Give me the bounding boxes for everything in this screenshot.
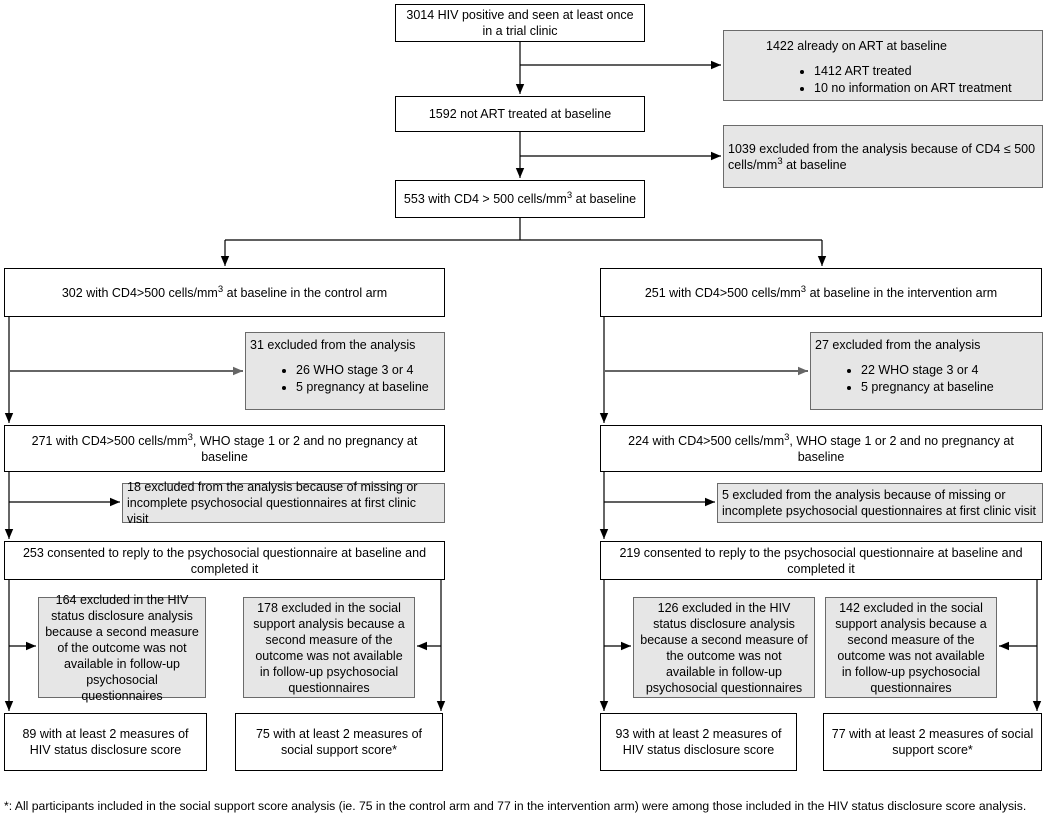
- node-cd4-over-500-text: 553 with CD4 > 500 cells/$mm^3$ at baseline: [403, 189, 637, 206]
- node-excluded-control-disclosure-text: 164 excluded in the HIV status disclosure analysis because a second measure of the outcome was not available in follow-up psychosocial questionnaires: [45, 592, 199, 703]
- node-excluded-control-who-list: [246, 362, 444, 395]
- list-item: • 5 pregnancy at baseline: [296, 379, 444, 395]
- node-already-on-art-title: 1422 already on ART at baseline: [766, 39, 947, 53]
- node-cd4-over-500: [395, 180, 645, 218]
- node-excluded-intervention-questionnaire: [717, 483, 1043, 523]
- node-excluded-intervention-who: [810, 332, 1043, 410]
- node-control-disclosure-final-text: 89 with at least 2 measures of HIV status disclosure score: [22, 727, 189, 757]
- node-excluded-intervention-disclosure-text: 126 excluded in the HIV status disclosure analysis because a second measure of the outcome was not available in follow-up psychosocial questionnaires: [640, 600, 808, 695]
- list-item: • 1412 ART treated: [814, 63, 1042, 79]
- node-hiv-positive-text: 3014 HIV positive and seen at least once in a trial clinic: [406, 8, 634, 38]
- node-not-art-treated: [395, 96, 645, 132]
- footnote: *: All participants included in the social support score analysis (ie. 75 in the control arm and 77 in the intervention arm) were among those included in the HIV status disclosure score analysis.: [4, 799, 1027, 813]
- node-excluded-control-who: [245, 332, 445, 410]
- node-control-arm: [4, 268, 445, 317]
- node-intervention-arm: [600, 268, 1042, 317]
- node-control-eligible-text: 271 with CD4>500 cells/$mm^3$, WHO stage 1 or 2 and no pregnancy at baseline: [31, 431, 418, 464]
- node-control-arm-text: 302 with CD4>500 cells/$mm^3$ at baseline in the control arm: [61, 283, 388, 300]
- node-already-on-art-list: [724, 63, 1042, 96]
- node-excluded-intervention-who-title: 27 excluded from the analysis: [815, 338, 981, 352]
- node-excluded-control-support-text: 178 excluded in the social support analysis because a second measure of the outcome was not available in follow-up psychosocial questionnaires: [253, 600, 405, 695]
- node-control-consented: [4, 541, 445, 580]
- node-excluded-intervention-disclosure: [633, 597, 815, 698]
- list-item: • 10 no information on ART treatment: [814, 80, 1042, 96]
- list-item: • 5 pregnancy at baseline: [861, 379, 1042, 395]
- node-excluded-control-questionnaire-text: 18 excluded from the analysis because of missing or incomplete psychosocial questionnaires at first clinic visit: [127, 480, 418, 526]
- node-intervention-eligible: [600, 425, 1042, 472]
- node-not-art-treated-text: 1592 not ART treated at baseline: [428, 107, 612, 121]
- node-intervention-consented-text: 219 consented to reply to the psychosocial questionnaire at baseline and completed it: [619, 545, 1023, 576]
- node-already-on-art: [723, 30, 1043, 101]
- node-intervention-arm-text: 251 with CD4>500 cells/$mm^3$ at baseline in the intervention arm: [644, 283, 998, 300]
- node-excluded-cd4-low: [723, 125, 1043, 188]
- node-excluded-intervention-who-list: [811, 362, 1042, 395]
- node-excluded-control-questionnaire: [122, 480, 445, 526]
- node-intervention-disclosure-final: [600, 713, 797, 771]
- node-control-consented-text: 253 consented to reply to the psychosocial questionnaire at baseline and completed it: [22, 545, 427, 576]
- node-excluded-cd4-low-text: 1039 excluded from the analysis because of CD4 ≤ 500 cells/$mm^3$ at baseline: [728, 141, 1036, 172]
- node-excluded-intervention-support: [825, 597, 997, 698]
- node-control-disclosure-final: [4, 713, 207, 771]
- node-control-eligible: [4, 425, 445, 472]
- node-intervention-disclosure-final-text: 93 with at least 2 measures of HIV status disclosure score: [615, 727, 782, 757]
- list-item: • 26 WHO stage 3 or 4: [296, 362, 444, 378]
- node-excluded-control-support: [243, 597, 415, 698]
- node-intervention-consented: [600, 541, 1042, 580]
- node-control-support-final-text: 75 with at least 2 measures of social support score*: [255, 727, 423, 757]
- list-item: • 22 WHO stage 3 or 4: [861, 362, 1042, 378]
- node-excluded-intervention-questionnaire-text: 5 excluded from the analysis because of missing or incomplete psychosocial questionnaires at first clinic visit: [722, 488, 1037, 518]
- node-excluded-control-who-title: 31 excluded from the analysis: [250, 338, 416, 352]
- node-excluded-control-disclosure: [38, 592, 206, 703]
- node-intervention-support-final-text: 77 with at least 2 measures of social support score*: [831, 727, 1034, 757]
- node-excluded-intervention-support-text: 142 excluded in the social support analysis because a second measure of the outcome was not available in follow-up psychosocial questionnaires: [835, 600, 987, 695]
- node-control-support-final: [235, 713, 443, 771]
- node-hiv-positive: [395, 4, 645, 42]
- node-intervention-eligible-text: 224 with CD4>500 cells/$mm^3$, WHO stage 1 or 2 and no pregnancy at baseline: [628, 431, 1014, 464]
- node-intervention-support-final: [823, 713, 1042, 771]
